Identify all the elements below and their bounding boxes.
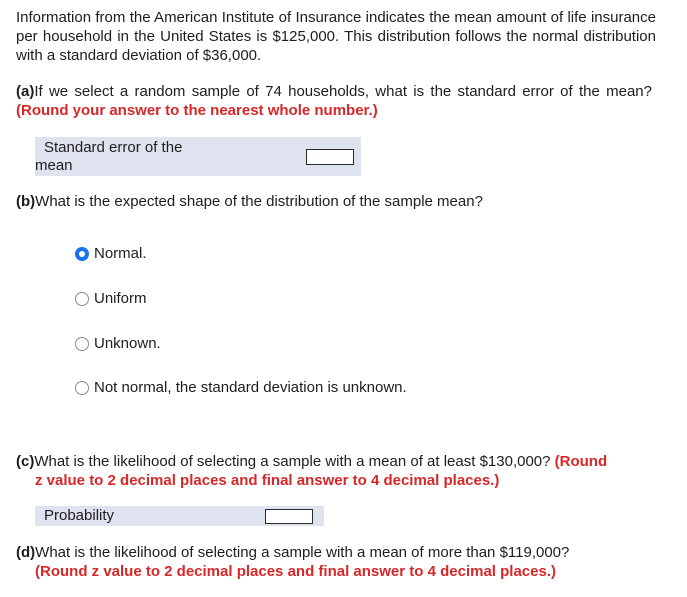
part-a-question-text: If we select a random sample of 74 households, what is the standard error of the mean? <box>34 83 652 100</box>
part-c-answer-label: Probability <box>44 507 115 524</box>
option-normal[interactable] <box>75 245 147 263</box>
part-a-answer-label-line1: Standard error of the <box>44 139 183 156</box>
radio-selected-icon[interactable] <box>75 247 89 261</box>
radio-unselected-icon[interactable] <box>75 292 89 306</box>
option-uniform[interactable] <box>75 290 147 308</box>
part-c-question-text: What is the likelihood of selecting a sample with a mean of at least $130,000? <box>34 453 551 470</box>
problem-intro: Information from the American Institute of Insurance indicates the mean amount of life insurance per household in the United States is $125,000. This distribution follows the normal distribution with a standard deviation of $36,000. <box>16 9 656 64</box>
option-not-normal[interactable] <box>75 379 407 397</box>
part-c-question <box>16 452 652 490</box>
part-c-label: (c) <box>16 453 35 470</box>
part-c-instruction-line1: (Round <box>554 453 608 470</box>
part-a-answer-row <box>35 137 361 176</box>
radio-unselected-icon[interactable] <box>75 337 89 351</box>
radio-unselected-icon[interactable] <box>75 381 89 395</box>
part-a-instruction: (Round your answer to the nearest whole number.) <box>16 102 378 119</box>
part-d-label: (d) <box>16 544 36 561</box>
part-c-answer-row <box>35 506 324 526</box>
standard-error-input[interactable] <box>306 149 354 165</box>
part-b-question-text: What is the expected shape of the distribution of the sample mean? <box>35 193 483 210</box>
option-uniform-label: Uniform <box>94 290 147 307</box>
option-not-normal-label: Not normal, the standard deviation is unknown. <box>94 379 407 396</box>
part-a-answer-label-line2: mean <box>35 157 73 174</box>
part-c-instruction-line2: z value to 2 decimal places and final answer to 4 decimal places.) <box>35 472 500 489</box>
option-unknown[interactable] <box>75 335 161 353</box>
part-d-question <box>16 543 652 581</box>
part-d-question-text: What is the likelihood of selecting a sample with a mean of more than $119,000? <box>35 544 570 561</box>
probability-input[interactable] <box>265 509 313 524</box>
part-a-question <box>16 82 652 120</box>
option-unknown-label: Unknown. <box>94 335 161 352</box>
part-d-instruction: (Round z value to 2 decimal places and final answer to 4 decimal places.) <box>35 563 556 580</box>
option-normal-label: Normal. <box>94 245 147 262</box>
part-b-label: (b) <box>16 193 36 210</box>
part-a-label: (a) <box>16 83 35 100</box>
part-b-question <box>16 192 652 211</box>
